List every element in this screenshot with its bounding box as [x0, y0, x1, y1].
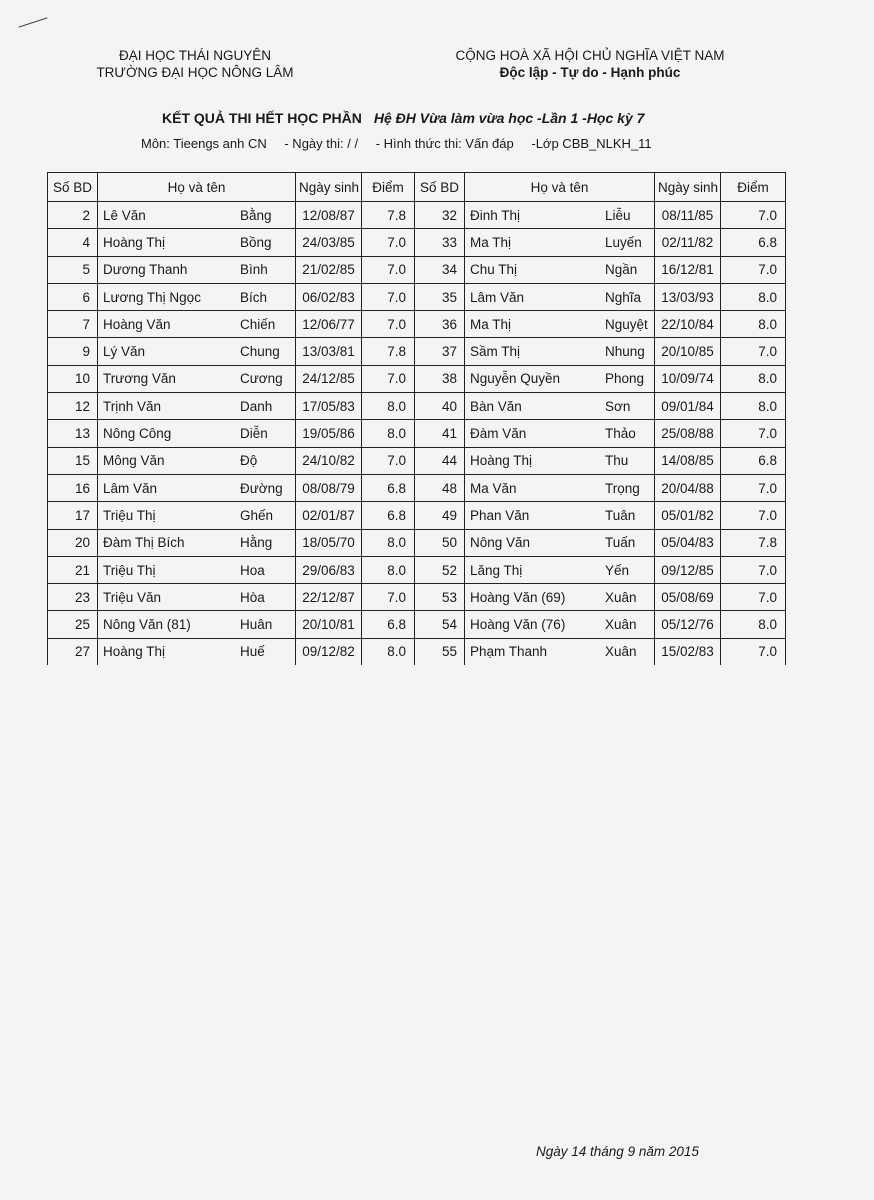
student-name: [98, 202, 296, 229]
birth-date: 24/12/85: [296, 365, 362, 392]
surname-middle: Ma Thị: [470, 234, 512, 250]
score: 7.0: [721, 338, 786, 365]
col-header-name: Họ và tên: [465, 173, 655, 202]
table-row: [48, 529, 786, 556]
score: 7.0: [721, 202, 786, 229]
candidate-number: 52: [415, 556, 465, 583]
candidate-number: 23: [48, 584, 98, 611]
student-name: [465, 474, 655, 501]
given-name: Nguyệt: [605, 316, 648, 332]
candidate-number: 54: [415, 611, 465, 638]
candidate-number: 15: [48, 447, 98, 474]
candidate-number: 36: [415, 311, 465, 338]
student-name: [98, 283, 296, 310]
student-name: [465, 420, 655, 447]
surname-middle: Dương Thanh: [103, 262, 188, 278]
surname-middle: Lâm Văn: [470, 289, 525, 305]
given-name: Luyến: [605, 234, 642, 250]
given-name: Nhung: [605, 344, 645, 360]
student-name: [465, 202, 655, 229]
student-name: [98, 447, 296, 474]
birth-date: 02/01/87: [296, 502, 362, 529]
signature-date: Ngày 14 tháng 9 năm 2015: [536, 1144, 699, 1159]
table-row: [48, 229, 786, 256]
surname-middle: Phạm Thanh: [470, 644, 548, 660]
student-name: [465, 338, 655, 365]
col-header-dob: Ngày sinh: [655, 173, 721, 202]
table-row: [48, 502, 786, 529]
surname-middle: Triệu Thị: [103, 507, 156, 523]
birth-date: 29/06/83: [296, 556, 362, 583]
given-name: Xuân: [605, 644, 637, 660]
candidate-number: 9: [48, 338, 98, 365]
student-name: [98, 420, 296, 447]
score: 8.0: [721, 365, 786, 392]
candidate-number: 55: [415, 638, 465, 665]
score: 7.8: [362, 202, 415, 229]
surname-middle: Hoàng Thị: [103, 234, 166, 250]
candidate-number: 37: [415, 338, 465, 365]
given-name: Chung: [240, 344, 280, 360]
score: 7.0: [362, 311, 415, 338]
score: 8.0: [721, 311, 786, 338]
birth-date: 09/12/85: [655, 556, 721, 583]
national-motto: Độc lập - Tự do - Hạnh phúc: [499, 65, 681, 80]
student-name: [98, 393, 296, 420]
given-name: Độ: [240, 453, 258, 469]
birth-date: 08/11/85: [655, 202, 721, 229]
candidate-number: 50: [415, 529, 465, 556]
birth-date: 10/09/74: [655, 365, 721, 392]
birth-date: 17/05/83: [296, 393, 362, 420]
given-name: Ngần: [605, 262, 638, 278]
given-name: Chiến: [240, 316, 276, 332]
birth-date: 13/03/81: [296, 338, 362, 365]
birth-date: 19/05/86: [296, 420, 362, 447]
given-name: Ghến: [240, 507, 274, 523]
student-name: [98, 584, 296, 611]
candidate-number: 44: [415, 447, 465, 474]
score: 8.0: [721, 283, 786, 310]
student-name: [465, 502, 655, 529]
surname-middle: Mông Văn: [103, 453, 165, 469]
candidate-number: 7: [48, 311, 98, 338]
col-header-sbd: Số BD: [48, 173, 98, 202]
score: 7.0: [362, 283, 415, 310]
birth-date: 22/10/84: [655, 311, 721, 338]
surname-middle: Lý Văn: [103, 344, 146, 360]
surname-middle: Đàm Thị Bích: [103, 535, 185, 551]
birth-date: 20/04/88: [655, 474, 721, 501]
col-header-dob: Ngày sinh: [296, 173, 362, 202]
student-name: [98, 638, 296, 665]
score: 6.8: [721, 229, 786, 256]
score: 7.0: [362, 256, 415, 283]
birth-date: 13/03/93: [655, 283, 721, 310]
country-name: CỘNG HOÀ XÃ HỘI CHỦ NGHĨA VIỆT NAM: [455, 48, 725, 63]
birth-date: 24/10/82: [296, 447, 362, 474]
table-row: [48, 202, 786, 229]
surname-middle: Nông Văn (81): [103, 617, 191, 633]
table-row: [48, 638, 786, 665]
birth-date: 16/12/81: [655, 256, 721, 283]
birth-date: 18/05/70: [296, 529, 362, 556]
table-row: [48, 611, 786, 638]
given-name: Phong: [605, 371, 645, 387]
candidate-number: 13: [48, 420, 98, 447]
table-row: [48, 365, 786, 392]
subject: Môn: Tieengs anh CN: [141, 136, 267, 151]
surname-middle: Triệu Thị: [103, 562, 156, 578]
student-name: [465, 584, 655, 611]
score: 7.0: [362, 365, 415, 392]
col-header-name: Họ và tên: [98, 173, 296, 202]
birth-date: 14/08/85: [655, 447, 721, 474]
surname-middle: Triệu Văn: [103, 589, 162, 605]
birth-date: 12/08/87: [296, 202, 362, 229]
student-name: [98, 556, 296, 583]
student-name: [465, 311, 655, 338]
birth-date: 05/12/76: [655, 611, 721, 638]
surname-middle: Lâm Văn: [103, 480, 158, 496]
surname-middle: Trương Văn: [103, 371, 176, 387]
given-name: Thu: [605, 453, 629, 469]
candidate-number: 27: [48, 638, 98, 665]
given-name: Nghĩa: [605, 289, 642, 305]
surname-middle: Phan Văn: [470, 507, 530, 523]
col-header-score: Điểm: [362, 173, 415, 202]
candidate-number: 6: [48, 283, 98, 310]
birth-date: 05/04/83: [655, 529, 721, 556]
student-name: [98, 365, 296, 392]
given-name: Cương: [240, 371, 283, 387]
candidate-number: 41: [415, 420, 465, 447]
surname-middle: Bàn Văn: [470, 398, 522, 414]
student-name: [98, 338, 296, 365]
student-name: [98, 474, 296, 501]
student-name: [465, 365, 655, 392]
candidate-number: 20: [48, 529, 98, 556]
score: 8.0: [362, 556, 415, 583]
score: 7.0: [721, 556, 786, 583]
candidate-number: 38: [415, 365, 465, 392]
candidate-number: 16: [48, 474, 98, 501]
score: 6.8: [362, 611, 415, 638]
national-header: [430, 47, 750, 81]
score: 8.0: [362, 529, 415, 556]
given-name: Tuân: [605, 507, 636, 523]
given-name: Hòa: [240, 589, 265, 605]
score: 7.0: [362, 229, 415, 256]
exam-form: - Hình thức thi: Vấn đáp: [375, 136, 514, 151]
student-name: [465, 638, 655, 665]
class-name: -Lớp CBB_NLKH_11: [531, 136, 652, 151]
surname-middle: Chu Thị: [470, 262, 518, 278]
given-name: Đường: [240, 480, 283, 496]
university-name: ĐẠI HỌC THÁI NGUYÊN: [118, 48, 272, 63]
surname-middle: Hoàng Thị: [470, 453, 533, 469]
score: 6.8: [362, 502, 415, 529]
birth-date: 05/08/69: [655, 584, 721, 611]
title-main: KẾT QUẢ THI HẾT HỌC PHẦN: [162, 110, 362, 126]
birth-date: 20/10/81: [296, 611, 362, 638]
table-row: [48, 256, 786, 283]
table-row: [48, 311, 786, 338]
given-name: Tuấn: [605, 535, 636, 551]
surname-middle: Nông Công: [103, 426, 172, 442]
candidate-number: 25: [48, 611, 98, 638]
table-row: [48, 338, 786, 365]
surname-middle: Ma Văn: [470, 480, 517, 496]
candidate-number: 10: [48, 365, 98, 392]
birth-date: 02/11/82: [655, 229, 721, 256]
given-name: Bình: [240, 262, 268, 278]
given-name: Sơn: [605, 398, 631, 414]
student-name: [465, 447, 655, 474]
score: 7.0: [362, 584, 415, 611]
birth-date: 15/02/83: [655, 638, 721, 665]
given-name: Bích: [240, 289, 268, 305]
table-row: [48, 420, 786, 447]
score: 7.8: [721, 529, 786, 556]
score: 7.0: [721, 502, 786, 529]
surname-middle: Lê Văn: [103, 207, 146, 223]
birth-date: 21/02/85: [296, 256, 362, 283]
candidate-number: 33: [415, 229, 465, 256]
surname-middle: Lăng Thị: [470, 562, 523, 578]
title-detail: Hệ ĐH Vừa làm vừa học -Lần 1 -Học kỳ 7: [373, 110, 645, 126]
table-row: [48, 393, 786, 420]
score: 6.8: [721, 447, 786, 474]
score: 8.0: [362, 638, 415, 665]
candidate-number: 34: [415, 256, 465, 283]
candidate-number: 12: [48, 393, 98, 420]
exam-date: - Ngày thi: / /: [284, 136, 359, 151]
candidate-number: 53: [415, 584, 465, 611]
score: 8.0: [721, 393, 786, 420]
surname-middle: Lương Thị Ngọc: [103, 289, 201, 305]
student-name: [465, 611, 655, 638]
birth-date: 25/08/88: [655, 420, 721, 447]
table-row: [48, 447, 786, 474]
surname-middle: Ma Thị: [470, 316, 512, 332]
candidate-number: 35: [415, 283, 465, 310]
birth-date: 20/10/85: [655, 338, 721, 365]
results-table: [47, 172, 786, 665]
score: 8.0: [721, 611, 786, 638]
candidate-number: 2: [48, 202, 98, 229]
birth-date: 12/06/77: [296, 311, 362, 338]
score: 7.0: [362, 447, 415, 474]
score: 8.0: [362, 420, 415, 447]
table-row: [48, 283, 786, 310]
exam-info: [141, 136, 666, 151]
student-name: [98, 529, 296, 556]
given-name: Hằng: [240, 535, 273, 551]
school-name: TRƯỜNG ĐẠI HỌC NÔNG LÂM: [96, 65, 294, 80]
score: 7.0: [721, 256, 786, 283]
given-name: Huân: [240, 617, 273, 633]
given-name: Yến: [605, 562, 630, 578]
candidate-number: 4: [48, 229, 98, 256]
student-name: [465, 256, 655, 283]
birth-date: 06/02/83: [296, 283, 362, 310]
surname-middle: Nông Văn: [470, 535, 531, 551]
score: 7.8: [362, 338, 415, 365]
given-name: Diễn: [240, 426, 268, 442]
candidate-number: 40: [415, 393, 465, 420]
col-header-score: Điểm: [721, 173, 786, 202]
given-name: Xuân: [605, 617, 637, 633]
candidate-number: 21: [48, 556, 98, 583]
surname-middle: Sầm Thị: [470, 344, 521, 360]
given-name: Huế: [240, 644, 265, 660]
surname-middle: Hoàng Văn (69): [470, 589, 566, 605]
score: 7.0: [721, 420, 786, 447]
pen-mark: [19, 17, 48, 27]
given-name: Liễu: [605, 207, 631, 223]
student-name: [98, 311, 296, 338]
table-row: [48, 474, 786, 501]
given-name: Xuân: [605, 589, 637, 605]
table-header-row: [48, 173, 786, 202]
surname-middle: Hoàng Thị: [103, 644, 166, 660]
student-name: [98, 611, 296, 638]
candidate-number: 48: [415, 474, 465, 501]
candidate-number: 49: [415, 502, 465, 529]
birth-date: 08/08/79: [296, 474, 362, 501]
student-name: [465, 283, 655, 310]
table-row: [48, 584, 786, 611]
given-name: Bồng: [240, 234, 272, 250]
score: 8.0: [362, 393, 415, 420]
birth-date: 09/12/82: [296, 638, 362, 665]
score: 7.0: [721, 584, 786, 611]
col-header-sbd: Số BD: [415, 173, 465, 202]
institution-header: [80, 47, 310, 81]
score: 7.0: [721, 474, 786, 501]
given-name: Thảo: [605, 426, 636, 442]
student-name: [465, 529, 655, 556]
surname-middle: Đinh Thị: [470, 207, 521, 223]
given-name: Hoa: [240, 562, 265, 578]
student-name: [98, 256, 296, 283]
score: 6.8: [362, 474, 415, 501]
surname-middle: Hoàng Văn (76): [470, 617, 566, 633]
birth-date: 05/01/82: [655, 502, 721, 529]
table-row: [48, 556, 786, 583]
surname-middle: Hoàng Văn: [103, 316, 171, 332]
birth-date: 22/12/87: [296, 584, 362, 611]
student-name: [98, 502, 296, 529]
score: 7.0: [721, 638, 786, 665]
student-name: [98, 229, 296, 256]
given-name: Danh: [240, 398, 273, 414]
birth-date: 24/03/85: [296, 229, 362, 256]
candidate-number: 17: [48, 502, 98, 529]
student-name: [465, 393, 655, 420]
given-name: Bằng: [240, 207, 272, 223]
given-name: Trọng: [605, 480, 640, 496]
student-name: [465, 556, 655, 583]
surname-middle: Đàm Văn: [470, 426, 527, 442]
document-title: [162, 110, 644, 126]
surname-middle: Trịnh Văn: [103, 398, 162, 414]
student-name: [465, 229, 655, 256]
candidate-number: 5: [48, 256, 98, 283]
candidate-number: 32: [415, 202, 465, 229]
surname-middle: Nguyễn Quyền: [470, 371, 561, 387]
birth-date: 09/01/84: [655, 393, 721, 420]
